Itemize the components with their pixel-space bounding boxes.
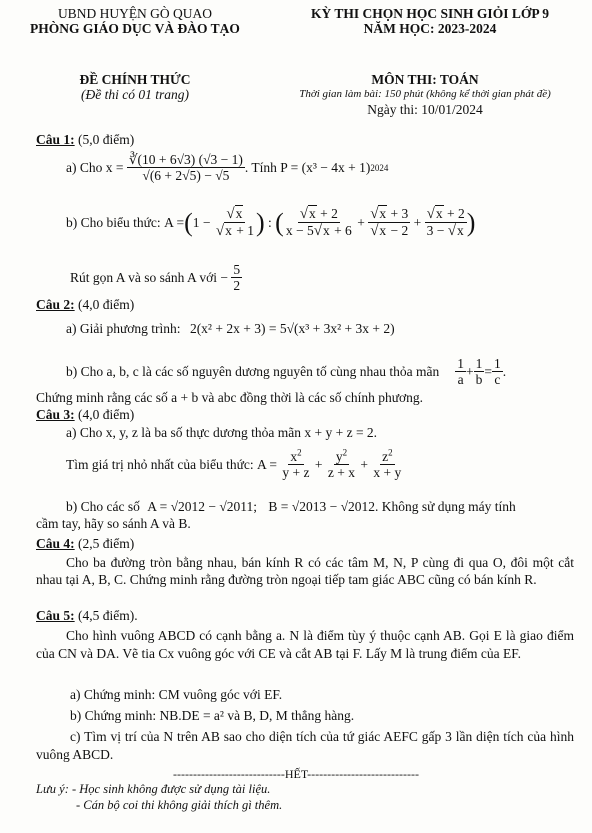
note-line1 (36, 781, 270, 798)
q5c: c) Tìm vị trí của N trên AB sao cho diện tích của tứ giác AEFC gấp 3 lần diện tích của hình vuông ABCD. (36, 729, 574, 762)
end-marker: ----------------------------HẾT---------------------------- (172, 767, 419, 781)
q3b-text: b) Cho các số (66, 499, 140, 514)
subject-block (255, 72, 592, 117)
q1b-fraction (231, 262, 242, 293)
q3-points: (4,0 điểm) (78, 407, 135, 422)
q3b-A: A = √2012 − √2011; (147, 499, 258, 514)
q1b-num: 5 (233, 262, 241, 277)
q3b-B: B = √2013 − √2012 (268, 499, 375, 514)
q3a: a) Cho x, y, z là ba số thực dương thỏa mãn x + y + z = 2. (66, 425, 378, 440)
time-note: Thời gian làm bài: 150 phút (không kể thời gian phát đề) (299, 88, 551, 100)
q3b-tail: . Không sử dụng máy tính (374, 499, 516, 514)
department-name: PHÒNG GIÁO DỤC VÀ ĐÀO TẠO (30, 21, 240, 36)
q5-heading (36, 607, 138, 624)
q3b (66, 498, 516, 515)
q2a-text: a) Giải phương trình: (66, 321, 181, 336)
note1: - Học sinh không được sử dụng tài liệu. (71, 782, 271, 796)
q3b-cont: cầm tay, hãy so sánh A và B. (36, 516, 191, 531)
q1-title: Câu 1: (36, 132, 75, 147)
q3-heading (36, 406, 134, 423)
q3a-min-text: Tìm giá trị nhỏ nhất của biểu thức: (66, 457, 254, 472)
q1a-fraction (127, 152, 245, 183)
exam-date: Ngày thi: 10/01/2024 (367, 102, 483, 117)
q5-title: Câu 5: (36, 608, 75, 623)
official-label: ĐỀ CHÍNH THỨC (79, 72, 191, 87)
q1b-prefix: b) Cho biểu thức: (66, 215, 161, 230)
q5b: b) Chứng minh: NB.DE = a² và B, D, M thẳng hàng. (70, 708, 355, 723)
pages-note: (Đề thi có 01 trang) (81, 87, 189, 102)
q1b-compare: Rút gọn A và so sánh A với − $\frac{5}{2}$ (70, 262, 241, 293)
q4-text: Cho ba đường tròn bằng nhau, bán kính R có các tâm M, N, P cùng đi qua O, đôi một cắt nhau tại A, B, C. Chứng minh rằng đường tròn ngoại tiếp tam giác ABC cũng có bán kính R. (36, 555, 574, 587)
q2a-equation: 2(x² + 2x + 3) = 5√(x³ + 3x² + 3x + 2) (189, 321, 395, 336)
header-left (20, 6, 250, 36)
q4-title: Câu 4: (36, 536, 75, 551)
q3a-min: Tìm giá trị nhỏ nhất của biểu thức: A = $\frac{x^2}{y + z}$ + $\frac{y^2}{z + x}$ + $\frac{z^2}{x + y}$ (66, 447, 402, 480)
district-name: UBND HUYỆN GÒ QUAO (57, 6, 213, 21)
q5-points: (4,5 điểm). (78, 608, 138, 623)
q1-points: (5,0 điểm) (78, 132, 135, 147)
q1b: b) Cho biểu thức: A = ( 1 − $\frac{√x}{√x + 1}$ ) : ( $\frac{√x + 2}{x - 5√x + 6}$ + $\frac{√x + 3}{√x - 2}$ + $\frac{√x + 2}{3 - √x}$ ) (66, 206, 476, 239)
q2b-cont: Chứng minh rằng các số a + b và abc đồng thời là các số chính phương. (36, 390, 424, 405)
q2b: b) Cho a, b, c là các số nguyên dương nguyên tố cùng nhau thỏa mãn $\frac{1}{a}$ + $\frac{1}{b}$ = $\frac{1}{c}$ . (66, 356, 507, 387)
q1a-denominator: √(6 + 2√5) − √5 (142, 168, 230, 183)
header-right (280, 6, 580, 36)
q5-text: Cho hình vuông ABCD có cạnh bằng a. N là điểm tùy ý thuộc cạnh AB. Gọi E là giao điểm của CN và DA. Vẽ tia Cx vuông góc với CE và cắt AB tại F. Lấy M là trung điểm của EF. (36, 628, 574, 661)
school-year: NĂM HỌC: 2023-2024 (363, 21, 497, 36)
q3-title: Câu 3: (36, 407, 75, 422)
q2-heading (36, 296, 134, 313)
q1a: a) Cho x = $\frac{∛(10 + 6√3) (√3 - 1)}{√(6 + 2√5) - √5}$ . Tính P = (x³ − 4x + 1) 2024 (66, 152, 389, 183)
official-block (20, 72, 250, 102)
q2-points: (4,0 điểm) (78, 297, 135, 312)
q1b-text: Rút gọn A và so sánh A với (70, 270, 218, 285)
q5a: a) Chứng minh: CM vuông góc với EF. (70, 687, 283, 702)
q1b-den: 2 (233, 278, 241, 293)
q4-points: (2,5 điểm) (78, 536, 135, 551)
q2a (66, 320, 395, 337)
q1a-numerator: ∛(10 + 6√3) (√3 − 1) (128, 152, 243, 167)
note-label: Lưu ý: (36, 782, 69, 796)
note2: - Cán bộ coi thi không giải thích gì thêm. (76, 798, 283, 812)
q1-heading (36, 131, 134, 148)
q1a-suffix: . Tính P = (x³ − 4x + 1) (244, 160, 371, 175)
subject-title: MÔN THI: TOÁN (371, 72, 479, 87)
q4-heading (36, 535, 134, 552)
q2b-text: b) Cho a, b, c là các số nguyên dương nguyên tố cùng nhau thỏa mãn (66, 364, 440, 379)
q2-title: Câu 2: (36, 297, 75, 312)
q1a-prefix: a) Cho (66, 160, 103, 175)
exam-name: KỲ THI CHỌN HỌC SINH GIỎI LỚP 9 (311, 6, 549, 21)
